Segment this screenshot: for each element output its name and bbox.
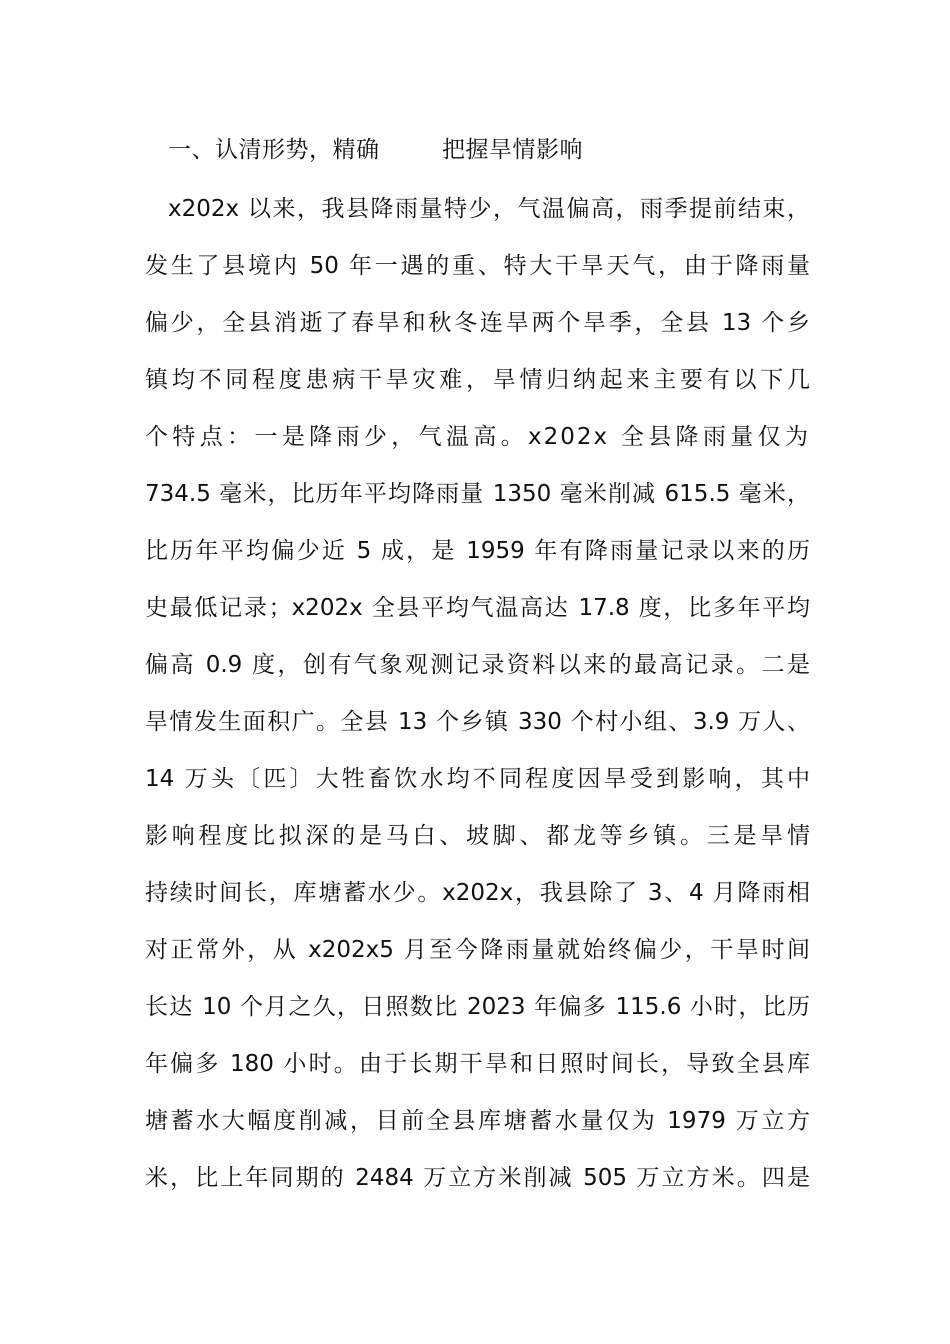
text-line-5: 个特点：一是降雨少，气温高。x202x 全县降雨量仅为 [145, 424, 810, 450]
section-heading: 一、认清形势，精确 把握旱情影响 [168, 137, 583, 163]
text-line-12: 影响程度比拟深的是马白、坡脚、都龙等乡镇。三是旱情 [145, 823, 810, 849]
text-line-8: 史最低记录；x202x 全县平均气温高达 17.8 度，比多年平均 [145, 595, 810, 621]
text-line-2: 发生了县境内 50 年一遇的重、特大干旱天气，由于降雨量 [145, 253, 810, 279]
text-line-13: 持续时间长，库塘蓄水少。x202x，我县除了 3、4 月降雨相 [145, 880, 810, 906]
text-line-1: x202x 以来，我县降雨量特少，气温偏高，雨季提前结束， [168, 196, 810, 222]
text-line-16: 年偏多 180 小时。由于长期干旱和日照时间长，导致全县库 [145, 1051, 810, 1077]
text-line-3: 偏少，全县消逝了春旱和秋冬连旱两个旱季，全县 13 个乡 [145, 310, 810, 336]
text-line-17: 塘蓄水大幅度削减，目前全县库塘蓄水量仅为 1979 万立方 [145, 1108, 810, 1134]
text-line-9: 偏高 0.9 度，创有气象观测记录资料以来的最高记录。二是 [145, 652, 810, 678]
text-line-14: 对正常外，从 x202x5 月至今降雨量就始终偏少，干旱时间 [145, 937, 810, 963]
text-line-7: 比历年平均偏少近 5 成，是 1959 年有降雨量记录以来的历 [145, 538, 810, 564]
text-line-18: 米，比上年同期的 2484 万立方米削减 505 万立方米。四是 [145, 1165, 810, 1191]
text-line-4: 镇均不同程度患病干旱灾难，旱情归纳起来主要有以下几 [145, 367, 810, 393]
text-line-10: 旱情发生面积广。全县 13 个乡镇 330 个村小组、3.9 万人、 [145, 709, 810, 735]
text-line-11: 14 万头〔匹〕大牲畜饮水均不同程度因旱受到影响，其中 [145, 766, 810, 792]
body-paragraph [145, 188, 810, 1214]
text-line-6: 734.5 毫米，比历年平均降雨量 1350 毫米削减 615.5 毫米， [145, 481, 810, 507]
text-line-15: 长达 10 个月之久，日照数比 2023 年偏多 115.6 小时，比历 [145, 994, 810, 1020]
